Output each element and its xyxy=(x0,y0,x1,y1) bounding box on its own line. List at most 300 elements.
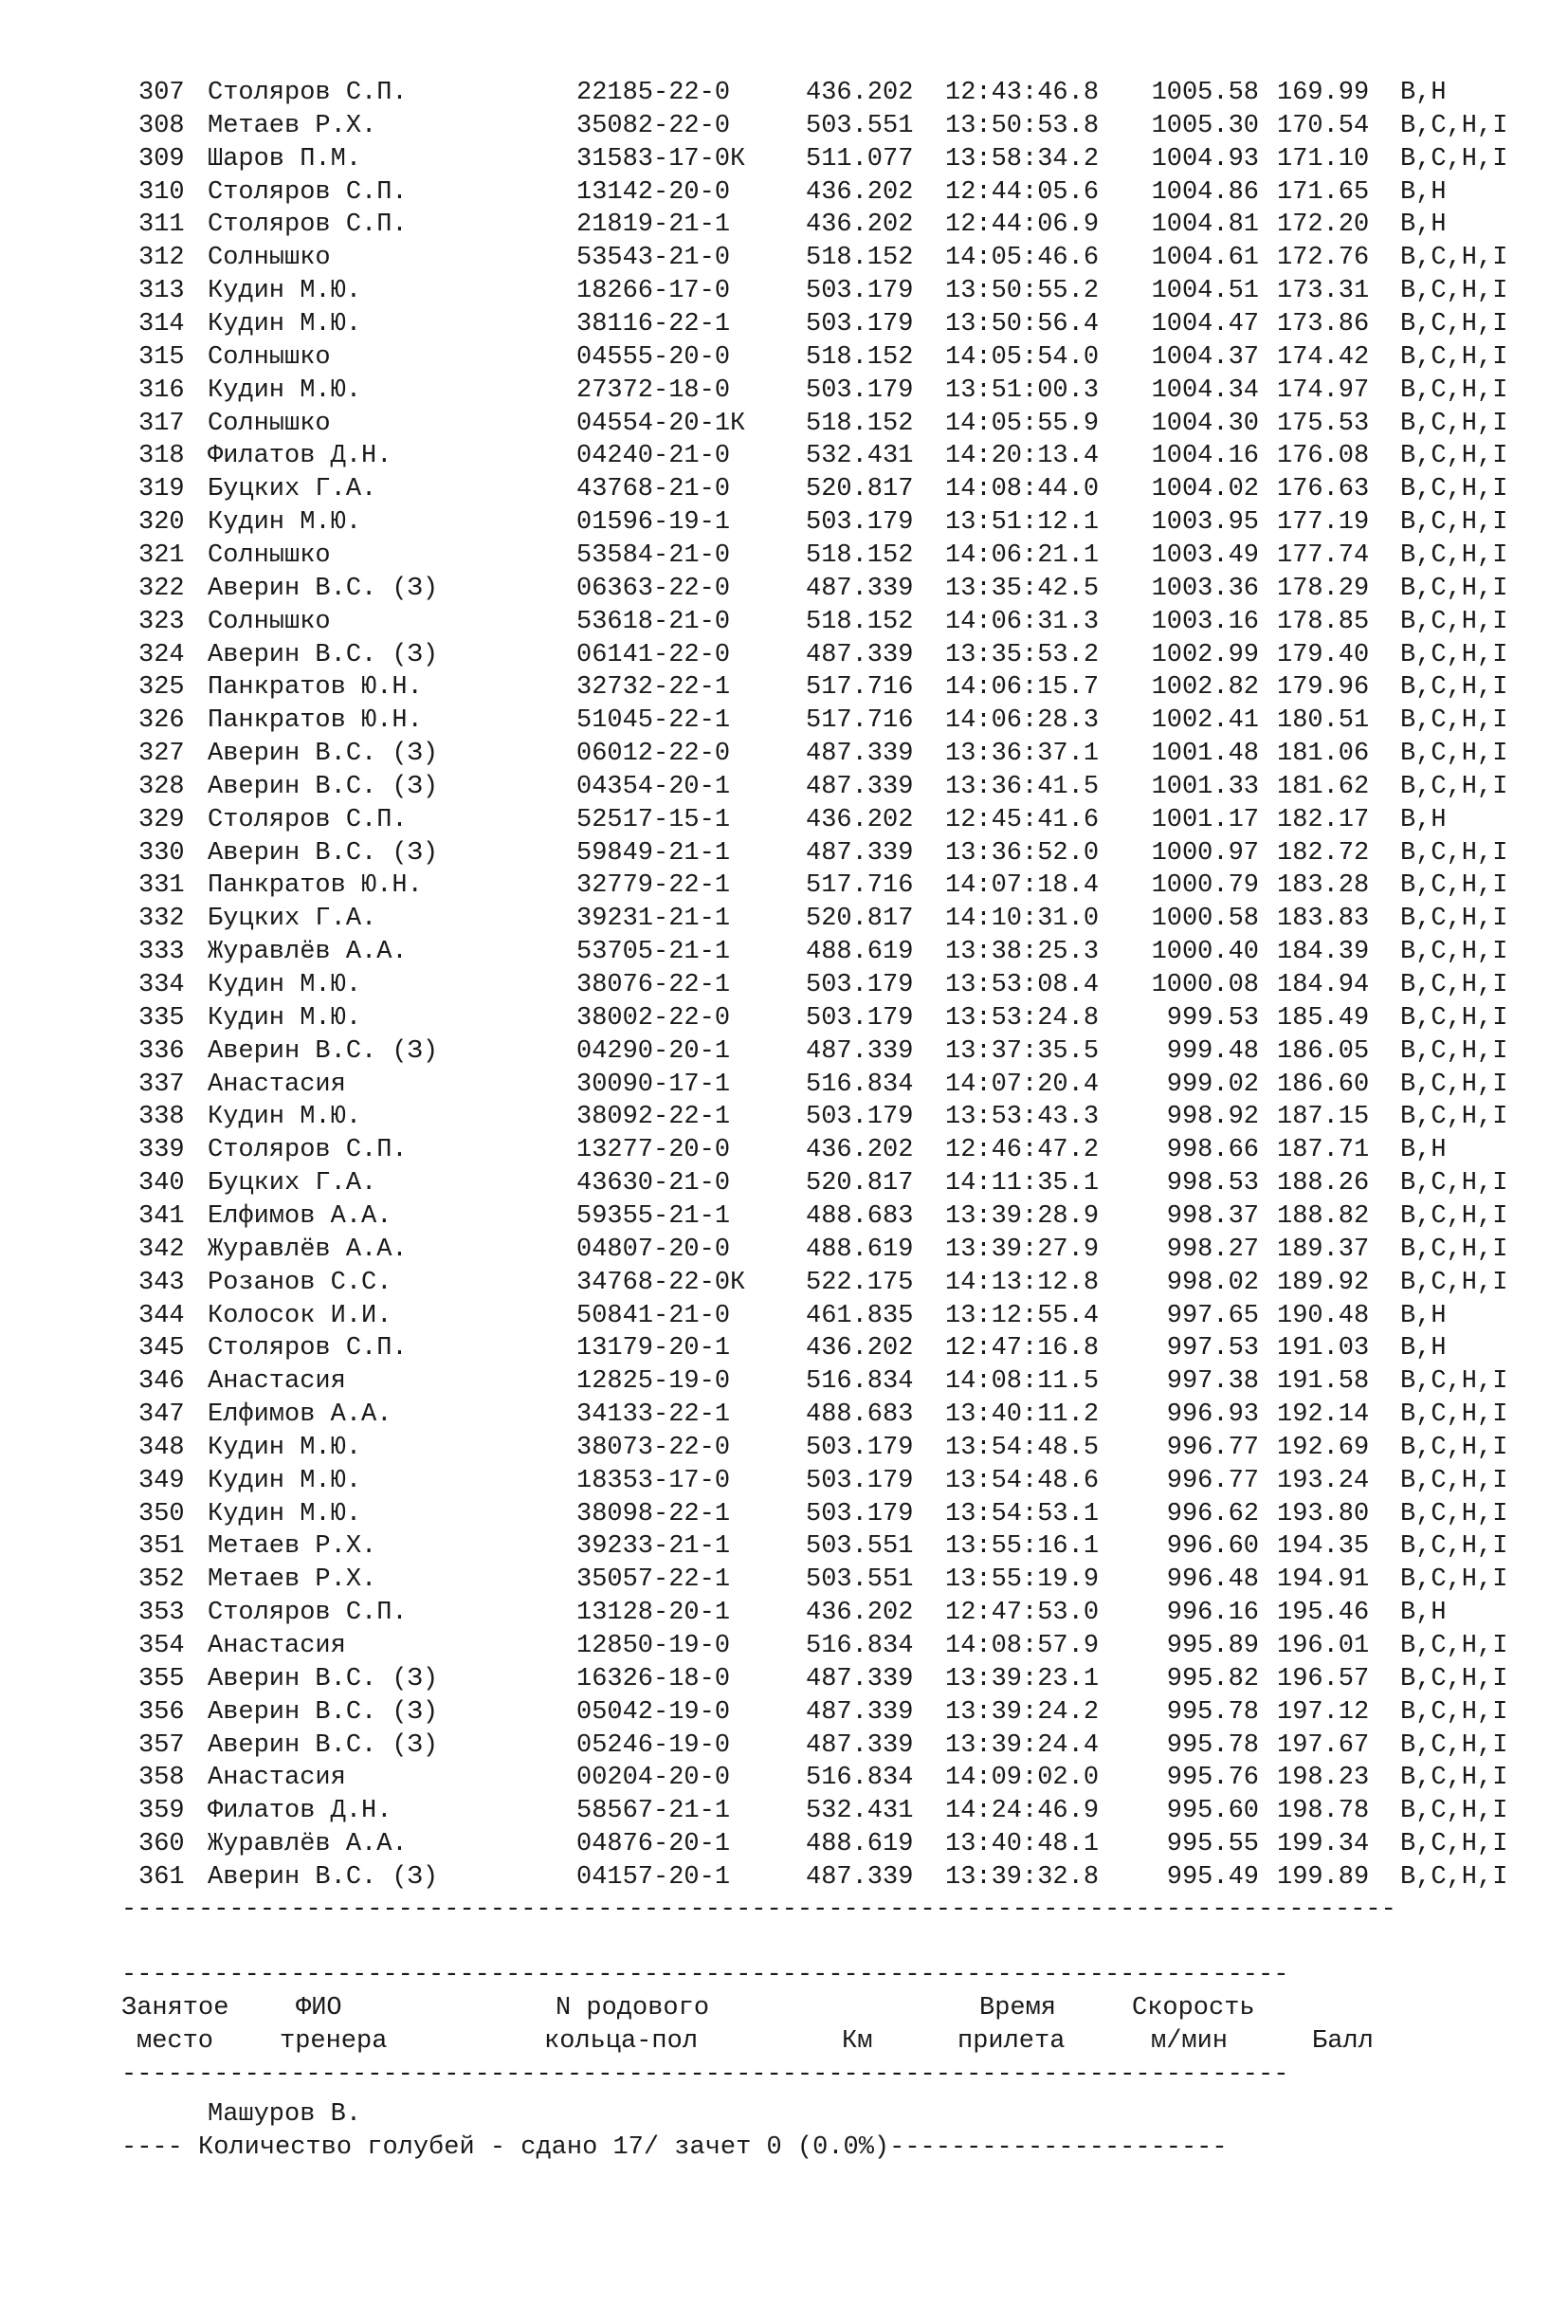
cell-trainer: Журавлёв А.А. xyxy=(208,1830,408,1859)
cell-score: 194.35 xyxy=(1277,1532,1370,1562)
cell-speed: 998.02 xyxy=(1166,1268,1259,1297)
table-row xyxy=(0,1530,1568,1564)
cell-place: 342 xyxy=(138,1235,185,1264)
col-ring-line2: кольца-пол xyxy=(544,2027,699,2056)
cell-marks: B,C,H,I xyxy=(1400,277,1508,306)
cell-marks: B,C,H,I xyxy=(1400,1169,1508,1198)
cell-time: 14:05:55.9 xyxy=(945,409,1100,438)
cell-trainer: Панкратов Ю.Н. xyxy=(208,673,423,703)
cell-place: 328 xyxy=(138,772,185,801)
cell-marks: B,C,H,I xyxy=(1400,1433,1508,1462)
cell-place: 343 xyxy=(138,1268,185,1297)
cell-score: 196.57 xyxy=(1277,1664,1370,1693)
cell-ring: 53618-21-0 xyxy=(576,607,731,636)
col-score: Балл xyxy=(1312,2027,1374,2056)
cell-place: 361 xyxy=(138,1862,185,1892)
cell-distance: 532.431 xyxy=(806,442,914,471)
cell-speed: 1004.30 xyxy=(1151,409,1259,438)
cell-place: 334 xyxy=(138,971,185,999)
cell-trainer: Филатов Д.Н. xyxy=(208,1797,392,1826)
cell-marks: B,H xyxy=(1400,1599,1447,1628)
cell-place: 357 xyxy=(138,1730,185,1760)
cell-speed: 1000.97 xyxy=(1151,838,1259,868)
cell-ring: 32779-22-1 xyxy=(576,871,731,901)
table-row xyxy=(0,176,1568,210)
cell-marks: B,C,H,I xyxy=(1400,342,1508,372)
cell-marks: B,C,H,I xyxy=(1400,706,1508,736)
cell-time: 14:06:15.7 xyxy=(945,673,1100,703)
cell-ring: 13128-20-1 xyxy=(576,1599,731,1628)
cell-distance: 436.202 xyxy=(806,1136,914,1165)
cell-score: 176.08 xyxy=(1277,442,1370,471)
cell-marks: B,C,H,I xyxy=(1400,1070,1508,1099)
cell-speed: 1005.58 xyxy=(1151,79,1259,107)
cell-ring: 53705-21-1 xyxy=(576,938,731,967)
cell-speed: 998.27 xyxy=(1166,1235,1259,1264)
cell-time: 14:11:35.1 xyxy=(945,1169,1100,1198)
cell-place: 317 xyxy=(138,409,185,438)
cell-marks: B,C,H,I xyxy=(1400,1532,1508,1562)
cell-time: 14:05:46.6 xyxy=(945,244,1100,273)
col-name-line1: ФИО xyxy=(296,1994,342,2022)
cell-ring: 06012-22-0 xyxy=(576,740,731,768)
cell-marks: B,H xyxy=(1400,177,1447,207)
cell-speed: 998.37 xyxy=(1166,1201,1259,1231)
cell-score: 191.58 xyxy=(1277,1367,1370,1397)
cell-time: 13:35:53.2 xyxy=(945,640,1100,669)
cell-speed: 1000.79 xyxy=(1151,871,1259,901)
table-row xyxy=(0,540,1568,573)
cell-score: 193.24 xyxy=(1277,1466,1370,1495)
col-speed-line2: м/мин xyxy=(1151,2027,1229,2056)
cell-speed: 1004.81 xyxy=(1151,210,1259,240)
cell-speed: 1001.33 xyxy=(1151,772,1259,801)
col-ring-line1: N родового xyxy=(556,1994,710,2022)
cell-ring: 13142-20-0 xyxy=(576,177,731,207)
cell-score: 179.40 xyxy=(1277,640,1370,669)
cell-score: 197.67 xyxy=(1277,1730,1370,1760)
cell-distance: 487.339 xyxy=(806,1730,914,1760)
cell-marks: B,C,H,I xyxy=(1400,1797,1508,1826)
cell-marks: B,C,H,I xyxy=(1400,1862,1508,1892)
cell-place: 313 xyxy=(138,277,185,306)
table-row xyxy=(0,1432,1568,1465)
cell-ring: 53543-21-0 xyxy=(576,244,731,273)
cell-speed: 995.78 xyxy=(1166,1730,1259,1760)
table-end-separator: ----------------------------------------------------------------------------------- xyxy=(121,1895,1396,1924)
cell-trainer: Панкратов Ю.Н. xyxy=(208,871,423,901)
cell-place: 318 xyxy=(138,442,185,471)
cell-speed: 995.49 xyxy=(1166,1862,1259,1892)
cell-distance: 487.339 xyxy=(806,740,914,768)
table-row xyxy=(0,869,1568,903)
cell-time: 13:37:35.5 xyxy=(945,1036,1100,1066)
table-row xyxy=(0,771,1568,804)
cell-place: 323 xyxy=(138,607,185,636)
cell-score: 181.06 xyxy=(1277,740,1370,768)
cell-speed: 995.55 xyxy=(1166,1830,1259,1859)
cell-trainer: Колосок И.И. xyxy=(208,1301,392,1330)
cell-place: 311 xyxy=(138,210,185,240)
cell-place: 316 xyxy=(138,375,185,405)
cell-distance: 503.179 xyxy=(806,1466,914,1495)
cell-time: 13:50:56.4 xyxy=(945,310,1100,339)
cell-distance: 487.339 xyxy=(806,574,914,603)
cell-distance: 487.339 xyxy=(806,772,914,801)
cell-time: 12:44:06.9 xyxy=(945,210,1100,240)
cell-marks: B,C,H,I xyxy=(1400,540,1508,570)
cell-marks: B,H xyxy=(1400,805,1447,834)
cell-trainer: Столяров С.П. xyxy=(208,210,408,240)
cell-ring: 00204-20-0 xyxy=(576,1764,731,1793)
cell-distance: 516.834 xyxy=(806,1632,914,1660)
cell-time: 13:54:53.1 xyxy=(945,1499,1100,1528)
cell-trainer: Аверин В.С. (З) xyxy=(208,1036,439,1066)
cell-trainer: Панкратов Ю.Н. xyxy=(208,706,423,736)
cell-ring: 51045-22-1 xyxy=(576,706,731,736)
cell-distance: 503.551 xyxy=(806,111,914,140)
cell-trainer: Кудин М.Ю. xyxy=(208,375,362,405)
cell-ring: 34133-22-1 xyxy=(576,1400,731,1429)
cell-trainer: Столяров С.П. xyxy=(208,805,408,834)
cell-trainer: Аверин В.С. (З) xyxy=(208,1730,439,1760)
cell-speed: 996.48 xyxy=(1166,1565,1259,1595)
cell-ring: 01596-19-1 xyxy=(576,508,731,537)
cell-distance: 520.817 xyxy=(806,475,914,504)
cell-distance: 517.716 xyxy=(806,706,914,736)
cell-marks: B,C,H,I xyxy=(1400,244,1508,273)
cell-trainer: Кудин М.Ю. xyxy=(208,971,362,999)
cell-place: 333 xyxy=(138,938,185,967)
cell-speed: 1002.41 xyxy=(1151,706,1259,736)
table-row xyxy=(0,1828,1568,1861)
owner-summary: ---- Количество голубей - сдано 17/ зачет 0 (0.0%)---------------------- xyxy=(121,2133,1228,2162)
cell-marks: B,C,H,I xyxy=(1400,144,1508,174)
cell-trainer: Столяров С.П. xyxy=(208,1136,408,1165)
cell-marks: B,C,H,I xyxy=(1400,1632,1508,1660)
cell-speed: 995.82 xyxy=(1166,1664,1259,1693)
cell-time: 13:39:24.4 xyxy=(945,1730,1100,1760)
cell-ring: 18353-17-0 xyxy=(576,1466,731,1495)
cell-ring: 04157-20-1 xyxy=(576,1862,731,1892)
cell-score: 194.91 xyxy=(1277,1565,1370,1595)
col-speed-line1: Скорость xyxy=(1132,1994,1255,2022)
cell-trainer: Столяров С.П. xyxy=(208,1334,408,1363)
cell-score: 184.94 xyxy=(1277,971,1370,999)
cell-speed: 999.02 xyxy=(1166,1070,1259,1099)
cell-marks: B,C,H,I xyxy=(1400,111,1508,140)
cell-speed: 996.77 xyxy=(1166,1433,1259,1462)
cell-marks: B,C,H,I xyxy=(1400,1003,1508,1033)
cell-score: 172.20 xyxy=(1277,210,1370,240)
cell-time: 14:07:18.4 xyxy=(945,871,1100,901)
table-row xyxy=(0,1861,1568,1894)
cell-ring: 04876-20-1 xyxy=(576,1830,731,1859)
table-row xyxy=(0,639,1568,672)
cell-trainer: Солнышко xyxy=(208,342,331,372)
cell-place: 354 xyxy=(138,1632,185,1660)
cell-score: 188.82 xyxy=(1277,1201,1370,1231)
table-row xyxy=(0,1465,1568,1498)
cell-score: 186.60 xyxy=(1277,1070,1370,1099)
cell-speed: 1000.58 xyxy=(1151,905,1259,934)
cell-ring: 18266-17-0 xyxy=(576,277,731,306)
cell-place: 337 xyxy=(138,1070,185,1099)
cell-distance: 520.817 xyxy=(806,905,914,934)
cell-trainer: Кудин М.Ю. xyxy=(208,1003,362,1033)
cell-trainer: Аверин В.С. (З) xyxy=(208,1862,439,1892)
cell-score: 179.96 xyxy=(1277,673,1370,703)
cell-ring: 50841-21-0 xyxy=(576,1301,731,1330)
cell-marks: B,H xyxy=(1400,1334,1447,1363)
cell-score: 178.29 xyxy=(1277,574,1370,603)
col-place-line2: место xyxy=(137,2027,214,2056)
cell-ring: 05246-19-0 xyxy=(576,1730,731,1760)
table-row xyxy=(0,375,1568,408)
cell-marks: B,C,H,I xyxy=(1400,409,1508,438)
cell-ring: 06141-22-0 xyxy=(576,640,731,669)
cell-ring: 59849-21-1 xyxy=(576,838,731,868)
cell-speed: 1004.02 xyxy=(1151,475,1259,504)
cell-speed: 995.78 xyxy=(1166,1697,1259,1727)
cell-speed: 1002.82 xyxy=(1151,673,1259,703)
cell-ring: 04290-20-1 xyxy=(576,1036,731,1066)
cell-speed: 996.16 xyxy=(1166,1599,1259,1628)
cell-score: 175.53 xyxy=(1277,409,1370,438)
cell-marks: B,C,H,I xyxy=(1400,1235,1508,1264)
table-row xyxy=(0,1300,1568,1333)
cell-time: 13:54:48.5 xyxy=(945,1433,1100,1462)
cell-trainer: Журавлёв А.А. xyxy=(208,1235,408,1264)
cell-place: 322 xyxy=(138,574,185,603)
cell-speed: 995.89 xyxy=(1166,1632,1259,1660)
cell-marks: B,C,H,I xyxy=(1400,938,1508,967)
cell-place: 335 xyxy=(138,1003,185,1033)
cell-distance: 503.179 xyxy=(806,277,914,306)
cell-place: 325 xyxy=(138,673,185,703)
table-row xyxy=(0,209,1568,242)
cell-trainer: Столяров С.П. xyxy=(208,79,408,107)
cell-time: 14:06:28.3 xyxy=(945,706,1100,736)
cell-distance: 503.179 xyxy=(806,310,914,339)
cell-marks: B,C,H,I xyxy=(1400,1036,1508,1066)
table-row xyxy=(0,1762,1568,1795)
cell-score: 182.72 xyxy=(1277,838,1370,868)
cell-speed: 1004.93 xyxy=(1151,144,1259,174)
table-row xyxy=(0,440,1568,473)
cell-marks: B,C,H,I xyxy=(1400,871,1508,901)
table-row xyxy=(0,110,1568,143)
cell-time: 13:12:55.4 xyxy=(945,1301,1100,1330)
table-row xyxy=(0,1069,1568,1102)
cell-marks: B,H xyxy=(1400,1301,1447,1330)
cell-score: 198.23 xyxy=(1277,1764,1370,1793)
cell-marks: B,C,H,I xyxy=(1400,1268,1508,1297)
cell-ring: 39233-21-1 xyxy=(576,1532,731,1562)
cell-trainer: Солнышко xyxy=(208,244,331,273)
table-row xyxy=(0,1002,1568,1035)
table-row xyxy=(0,1795,1568,1828)
col-time-line2: прилета xyxy=(957,2027,1066,2056)
cell-distance: 503.179 xyxy=(806,1433,914,1462)
cell-speed: 1004.37 xyxy=(1151,342,1259,372)
cell-time: 13:39:28.9 xyxy=(945,1201,1100,1231)
cell-score: 199.34 xyxy=(1277,1830,1370,1859)
cell-time: 14:24:46.9 xyxy=(945,1797,1100,1826)
cell-trainer: Солнышко xyxy=(208,607,331,636)
cell-place: 308 xyxy=(138,111,185,140)
cell-score: 174.42 xyxy=(1277,342,1370,372)
cell-trainer: Аверин В.С. (З) xyxy=(208,772,439,801)
cell-time: 14:08:44.0 xyxy=(945,475,1100,504)
cell-score: 187.15 xyxy=(1277,1103,1370,1132)
cell-trainer: Кудин М.Ю. xyxy=(208,310,362,339)
cell-score: 171.10 xyxy=(1277,144,1370,174)
cell-trainer: Кудин М.Ю. xyxy=(208,1499,362,1528)
cell-time: 14:20:13.4 xyxy=(945,442,1100,471)
cell-ring: 05042-19-0 xyxy=(576,1697,731,1727)
cell-time: 12:45:41.6 xyxy=(945,805,1100,834)
cell-place: 346 xyxy=(138,1367,185,1397)
table-row xyxy=(0,1564,1568,1597)
cell-marks: B,C,H,I xyxy=(1400,905,1508,934)
table-row xyxy=(0,1167,1568,1200)
cell-speed: 1001.48 xyxy=(1151,740,1259,768)
cell-marks: B,C,H,I xyxy=(1400,475,1508,504)
cell-speed: 1004.86 xyxy=(1151,177,1259,207)
table-row xyxy=(0,606,1568,639)
cell-time: 12:44:05.6 xyxy=(945,177,1100,207)
cell-score: 172.76 xyxy=(1277,244,1370,273)
cell-place: 339 xyxy=(138,1136,185,1165)
cell-ring: 39231-21-1 xyxy=(576,905,731,934)
cell-ring: 53584-21-0 xyxy=(576,540,731,570)
cell-distance: 517.716 xyxy=(806,673,914,703)
cell-speed: 995.76 xyxy=(1166,1764,1259,1793)
table-row xyxy=(0,738,1568,771)
table-row xyxy=(0,1365,1568,1399)
cell-speed: 998.66 xyxy=(1166,1136,1259,1165)
cell-distance: 461.835 xyxy=(806,1301,914,1330)
cell-time: 13:50:53.8 xyxy=(945,111,1100,140)
cell-time: 12:47:53.0 xyxy=(945,1599,1100,1628)
cell-time: 12:46:47.2 xyxy=(945,1136,1100,1165)
cell-place: 329 xyxy=(138,805,185,834)
cell-distance: 518.152 xyxy=(806,540,914,570)
cell-trainer: Метаев Р.Х. xyxy=(208,1565,377,1595)
header-top-separator: ---------------------------------------------------------------------------- xyxy=(121,1961,1289,1989)
cell-place: 345 xyxy=(138,1334,185,1363)
cell-marks: B,H xyxy=(1400,210,1447,240)
cell-marks: B,C,H,I xyxy=(1400,607,1508,636)
cell-trainer: Розанов С.С. xyxy=(208,1268,392,1297)
cell-marks: B,C,H,I xyxy=(1400,673,1508,703)
cell-speed: 998.53 xyxy=(1166,1169,1259,1198)
cell-speed: 1004.61 xyxy=(1151,244,1259,273)
cell-speed: 1004.34 xyxy=(1151,375,1259,405)
cell-time: 13:39:27.9 xyxy=(945,1235,1100,1264)
cell-place: 360 xyxy=(138,1830,185,1859)
cell-place: 320 xyxy=(138,508,185,537)
cell-distance: 436.202 xyxy=(806,79,914,107)
cell-distance: 518.152 xyxy=(806,607,914,636)
cell-trainer: Столяров С.П. xyxy=(208,177,408,207)
cell-place: 312 xyxy=(138,244,185,273)
col-place-line1: Занятое xyxy=(121,1994,229,2022)
cell-trainer: Анастасия xyxy=(208,1070,346,1099)
cell-distance: 436.202 xyxy=(806,210,914,240)
cell-trainer: Кудин М.Ю. xyxy=(208,277,362,306)
cell-time: 13:39:24.2 xyxy=(945,1697,1100,1727)
cell-time: 13:50:55.2 xyxy=(945,277,1100,306)
cell-place: 353 xyxy=(138,1599,185,1628)
cell-score: 184.39 xyxy=(1277,938,1370,967)
cell-time: 13:36:41.5 xyxy=(945,772,1100,801)
table-row xyxy=(0,671,1568,705)
cell-place: 355 xyxy=(138,1664,185,1693)
cell-time: 13:53:24.8 xyxy=(945,1003,1100,1033)
cell-time: 13:51:00.3 xyxy=(945,375,1100,405)
table-row xyxy=(0,1399,1568,1432)
cell-ring: 38116-22-1 xyxy=(576,310,731,339)
cell-trainer: Столяров С.П. xyxy=(208,1599,408,1628)
table-row xyxy=(0,1134,1568,1167)
cell-trainer: Аверин В.С. (З) xyxy=(208,574,439,603)
cell-score: 182.17 xyxy=(1277,805,1370,834)
cell-marks: B,C,H,I xyxy=(1400,1499,1508,1528)
cell-speed: 996.60 xyxy=(1166,1532,1259,1562)
cell-ring: 22185-22-0 xyxy=(576,79,731,107)
table-row xyxy=(0,308,1568,341)
cell-place: 309 xyxy=(138,144,185,174)
cell-place: 344 xyxy=(138,1301,185,1330)
cell-place: 348 xyxy=(138,1433,185,1462)
cell-ring: 52517-15-1 xyxy=(576,805,731,834)
cell-score: 189.37 xyxy=(1277,1235,1370,1264)
cell-place: 315 xyxy=(138,342,185,372)
cell-distance: 516.834 xyxy=(806,1367,914,1397)
table-row xyxy=(0,1101,1568,1134)
col-name-line2: тренера xyxy=(280,2027,388,2056)
cell-score: 198.78 xyxy=(1277,1797,1370,1826)
cell-trainer: Аверин В.С. (З) xyxy=(208,838,439,868)
table-row xyxy=(0,1332,1568,1365)
cell-speed: 1004.16 xyxy=(1151,442,1259,471)
cell-ring: 32732-22-1 xyxy=(576,673,731,703)
cell-trainer: Солнышко xyxy=(208,540,331,570)
cell-time: 13:40:11.2 xyxy=(945,1400,1100,1429)
cell-trainer: Солнышко xyxy=(208,409,331,438)
table-row xyxy=(0,506,1568,540)
cell-trainer: Елфимов А.А. xyxy=(208,1201,392,1231)
cell-distance: 511.077 xyxy=(806,144,914,174)
cell-ring: 30090-17-1 xyxy=(576,1070,731,1099)
cell-ring: 12850-19-0 xyxy=(576,1632,731,1660)
cell-marks: B,C,H,I xyxy=(1400,1400,1508,1429)
cell-marks: B,C,H,I xyxy=(1400,1201,1508,1231)
cell-distance: 487.339 xyxy=(806,838,914,868)
cell-distance: 503.179 xyxy=(806,971,914,999)
cell-ring: 38073-22-0 xyxy=(576,1433,731,1462)
cell-ring: 35082-22-0 xyxy=(576,111,731,140)
cell-time: 14:05:54.0 xyxy=(945,342,1100,372)
cell-score: 195.46 xyxy=(1277,1599,1370,1628)
cell-time: 13:40:48.1 xyxy=(945,1830,1100,1859)
cell-score: 192.69 xyxy=(1277,1433,1370,1462)
cell-time: 14:08:11.5 xyxy=(945,1367,1100,1397)
cell-trainer: Метаев Р.Х. xyxy=(208,1532,377,1562)
table-row xyxy=(0,837,1568,870)
